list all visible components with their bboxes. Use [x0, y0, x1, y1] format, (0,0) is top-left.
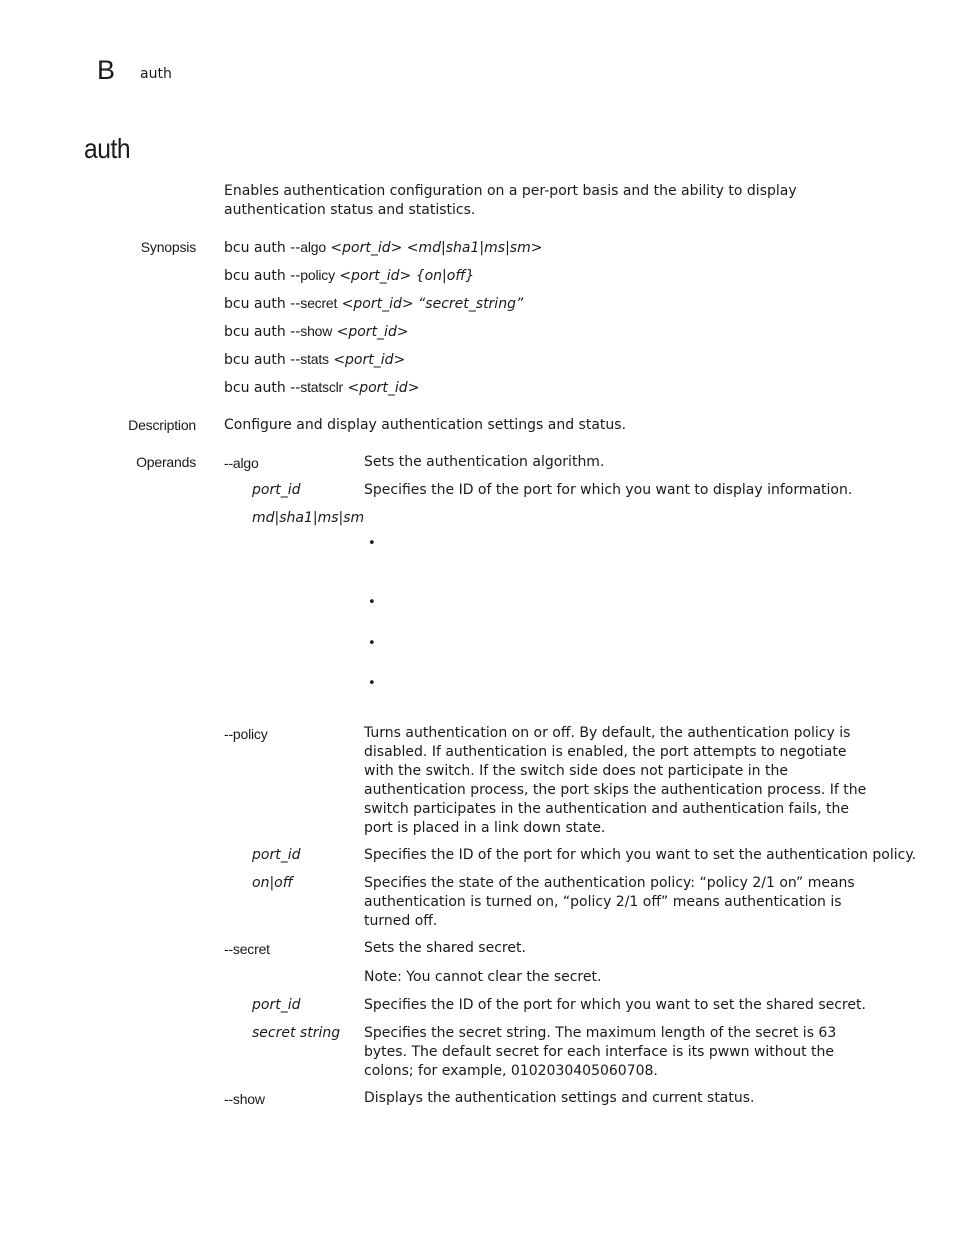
param-port-id-name: port_id [252, 847, 301, 863]
appendix-letter: B [97, 55, 116, 85]
synopsis-cmd: algo [300, 239, 326, 255]
operand-secret-name: --secret [224, 941, 270, 957]
param-secret-string-desc: Specifies the secret string. The maximum length of the secret is 63 bytes. The default secret for each interface is its pwwn without the colons; for example, 0102030405060708. [364, 1025, 837, 1079]
param-algo-values-name: md|sha1|ms|sm [252, 510, 365, 526]
param-port-id-desc: Specifies the ID of the port for which you want to set the authentication policy. [364, 847, 917, 863]
operand-algo-desc: Sets the authentication algorithm. [364, 454, 605, 470]
running-title: auth [140, 66, 172, 82]
synopsis-prefix: bcu auth -- [224, 240, 301, 256]
description-label: Description [128, 417, 196, 433]
synopsis-statsclr [224, 378, 419, 398]
intro-paragraph: Enables authentication configuration on a per-port basis and the ability to display authentication status and statistics. [224, 183, 797, 218]
param-port-id-name: port_id [252, 482, 301, 498]
operands-label: Operands [136, 454, 196, 470]
synopsis-secret [224, 294, 523, 314]
synopsis-show [224, 322, 409, 342]
operand-show-desc: Displays the authentication settings and current status. [364, 1090, 755, 1106]
synopsis-cmd: secret [300, 295, 338, 311]
synopsis-cmd: stats [300, 351, 329, 367]
param-on-off-name: on|off [252, 875, 293, 891]
synopsis-args: <port_id> [336, 324, 409, 340]
operand-algo-name: --algo [224, 455, 259, 471]
param-port-id-desc: Specifies the ID of the port for which you want to set the shared secret. [364, 997, 866, 1013]
param-port-id-desc: Specifies the ID of the port for which you want to display information. [364, 482, 853, 498]
param-on-off-desc: Specifies the state of the authentication policy: “policy 2/1 on” means authentication is turned on, “policy 2/1 off” means authentication is turned off. [364, 875, 855, 929]
bullet: • [368, 595, 376, 610]
bullet: • [368, 536, 376, 551]
synopsis-prefix: bcu auth -- [224, 380, 301, 396]
bullet: • [368, 636, 376, 651]
synopsis-cmd: policy [300, 267, 335, 283]
description-text: Configure and display authentication settings and status. [224, 417, 627, 433]
synopsis-args: <port_id> “secret_string” [341, 296, 524, 312]
synopsis-label: Synopsis [140, 239, 196, 255]
synopsis-policy [224, 266, 474, 286]
operand-secret-note: Note: You cannot clear the secret. [364, 969, 602, 985]
operand-policy-name: --policy [224, 726, 268, 742]
synopsis-cmd: show [300, 323, 333, 339]
synopsis-prefix: bcu auth -- [224, 324, 301, 340]
page-title: auth [84, 133, 131, 164]
synopsis-cmd: statsclr [300, 379, 344, 395]
operand-show-name: --show [224, 1091, 265, 1107]
param-secret-string-name: secret string [252, 1025, 341, 1041]
synopsis-args: <port_id> <md|sha1|ms|sm> [330, 240, 543, 256]
synopsis-algo [224, 238, 542, 258]
operand-secret-desc: Sets the shared secret. [364, 940, 526, 956]
synopsis-args: <port_id> [333, 352, 406, 368]
synopsis-args: <port_id> {on|off} [339, 268, 475, 284]
bullet: • [368, 676, 376, 691]
synopsis-prefix: bcu auth -- [224, 352, 301, 368]
synopsis-args: <port_id> [347, 380, 420, 396]
param-port-id-name: port_id [252, 997, 301, 1013]
synopsis-stats [224, 350, 405, 370]
synopsis-prefix: bcu auth -- [224, 296, 301, 312]
operand-policy-desc: Turns authentication on or off. By default, the authentication policy is disabled. If authentication is enabled, the port attempts to negotiate with the switch. If the switch side does not participate in the authentication process, the port skips the authentication process. If the switch participates in the authentication and authentication fails, the port is placed in a link down state. [364, 725, 867, 836]
synopsis-prefix: bcu auth -- [224, 268, 301, 284]
